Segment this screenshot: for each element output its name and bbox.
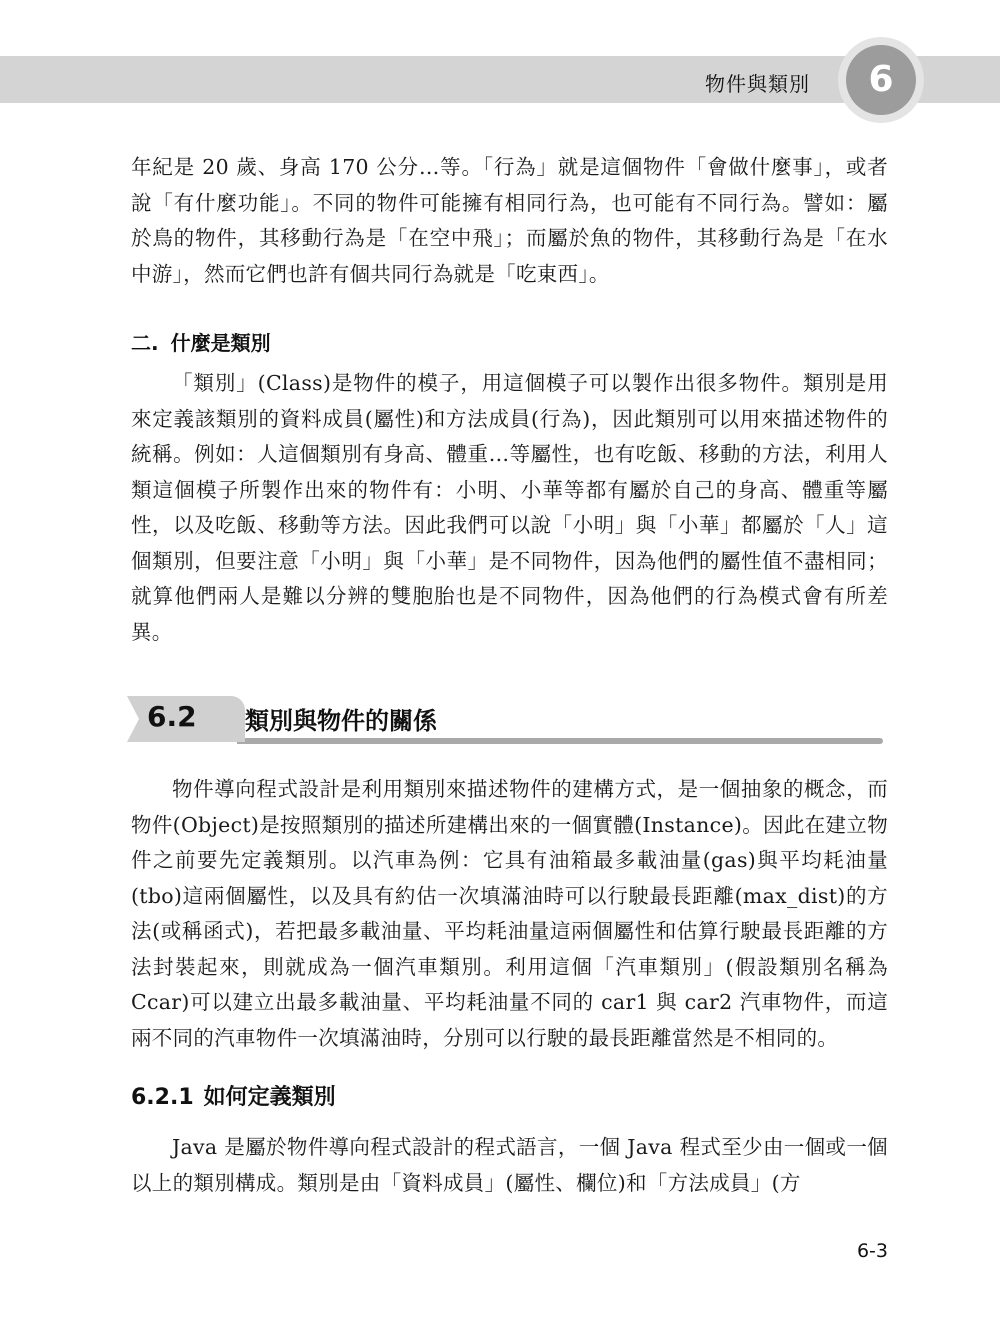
- paragraph-class-object-relation: 物件導向程式設計是利用類別來描述物件的建構方式，是一個抽象的概念，而物件(Object)是按照類別的描述所建構出來的一個實體(Instance)。因此在建立物件之前要先定義類別。以汽車為例：它具有油箱最多載油量(gas)與平均耗油量(tbo)這兩個屬性，以及具有約估一次填滿油時可以行駛最長距離(max_dist)的方法(或稱函式)，若把最多載油量、平均耗油量這兩個屬性和估算行駛最長距離的方法封裝起來，則就成為一個汽車類別。利用這個「汽車類別」(假設類別名稱為 Ccar)可以建立出最多載油量、平均耗油量不同的 car1 與 car2 汽車物件，而這兩不同的汽車物件一次填滿油時，分別可以行駛的最長距離當然是不相同的。: [131, 777, 888, 1050]
- heading-what-is-class-number: 二.: [131, 331, 159, 355]
- section-heading-6-2: [127, 696, 883, 748]
- section-title: 類別與物件的關係: [245, 707, 437, 735]
- subsection-number: 6.2.1: [131, 1085, 194, 1110]
- paragraph-object-behavior: 年紀是 20 歲、身高 170 公分…等。「行為」就是這個物件「會做什麼事」，或者說「有什麼功能」。不同的物件可能擁有相同行為，也可能有不同行為。譬如：屬於鳥的物件，其移動行為是「在空中飛」；而屬於魚的物件，其移動行為是「在水中游」，然而它們也許有個共同行為就是「吃東西」。: [131, 155, 888, 286]
- section-number: 6.2: [147, 700, 197, 733]
- section-underline: [237, 738, 883, 744]
- chapter-number-badge: 6: [846, 45, 916, 115]
- heading-what-is-class-title: 什麼是類別: [170, 331, 271, 355]
- page-number: 6-3: [856, 1240, 888, 1262]
- subsection-heading-6-2-1: [131, 1080, 336, 1111]
- chapter-title: 物件與類別: [705, 72, 810, 96]
- subsection-title: 如何定義類別: [203, 1085, 336, 1110]
- section-tab-arrow-notch: [127, 696, 139, 742]
- paragraph-class-definition: 「類別」(Class)是物件的模子，用這個模子可以製作出很多物件。類別是用來定義該類別的資料成員(屬性)和方法成員(行為)，因此類別可以用來描述物件的統稱。例如：人這個類別有身高、體重…等屬性，也有吃飯、移動的方法，利用人類這個模子所製作出來的物件有：小明、小華等都有屬於自己的身高、體重等屬性，以及吃飯、移動等方法。因此我們可以說「小明」與「小華」都屬於「人」這個類別，但要注意「小明」與「小華」是不同物件，因為他們的屬性值不盡相同；就算他們兩人是難以分辨的雙胞胎也是不同物件，因為他們的行為模式會有所差異。: [131, 371, 888, 644]
- paragraph-java-class: Java 是屬於物件導向程式設計的程式語言，一個 Java 程式至少由一個或一個以上的類別構成。類別是由「資料成員」(屬性、欄位)和「方法成員」(方: [131, 1135, 888, 1195]
- heading-what-is-class: [131, 327, 271, 356]
